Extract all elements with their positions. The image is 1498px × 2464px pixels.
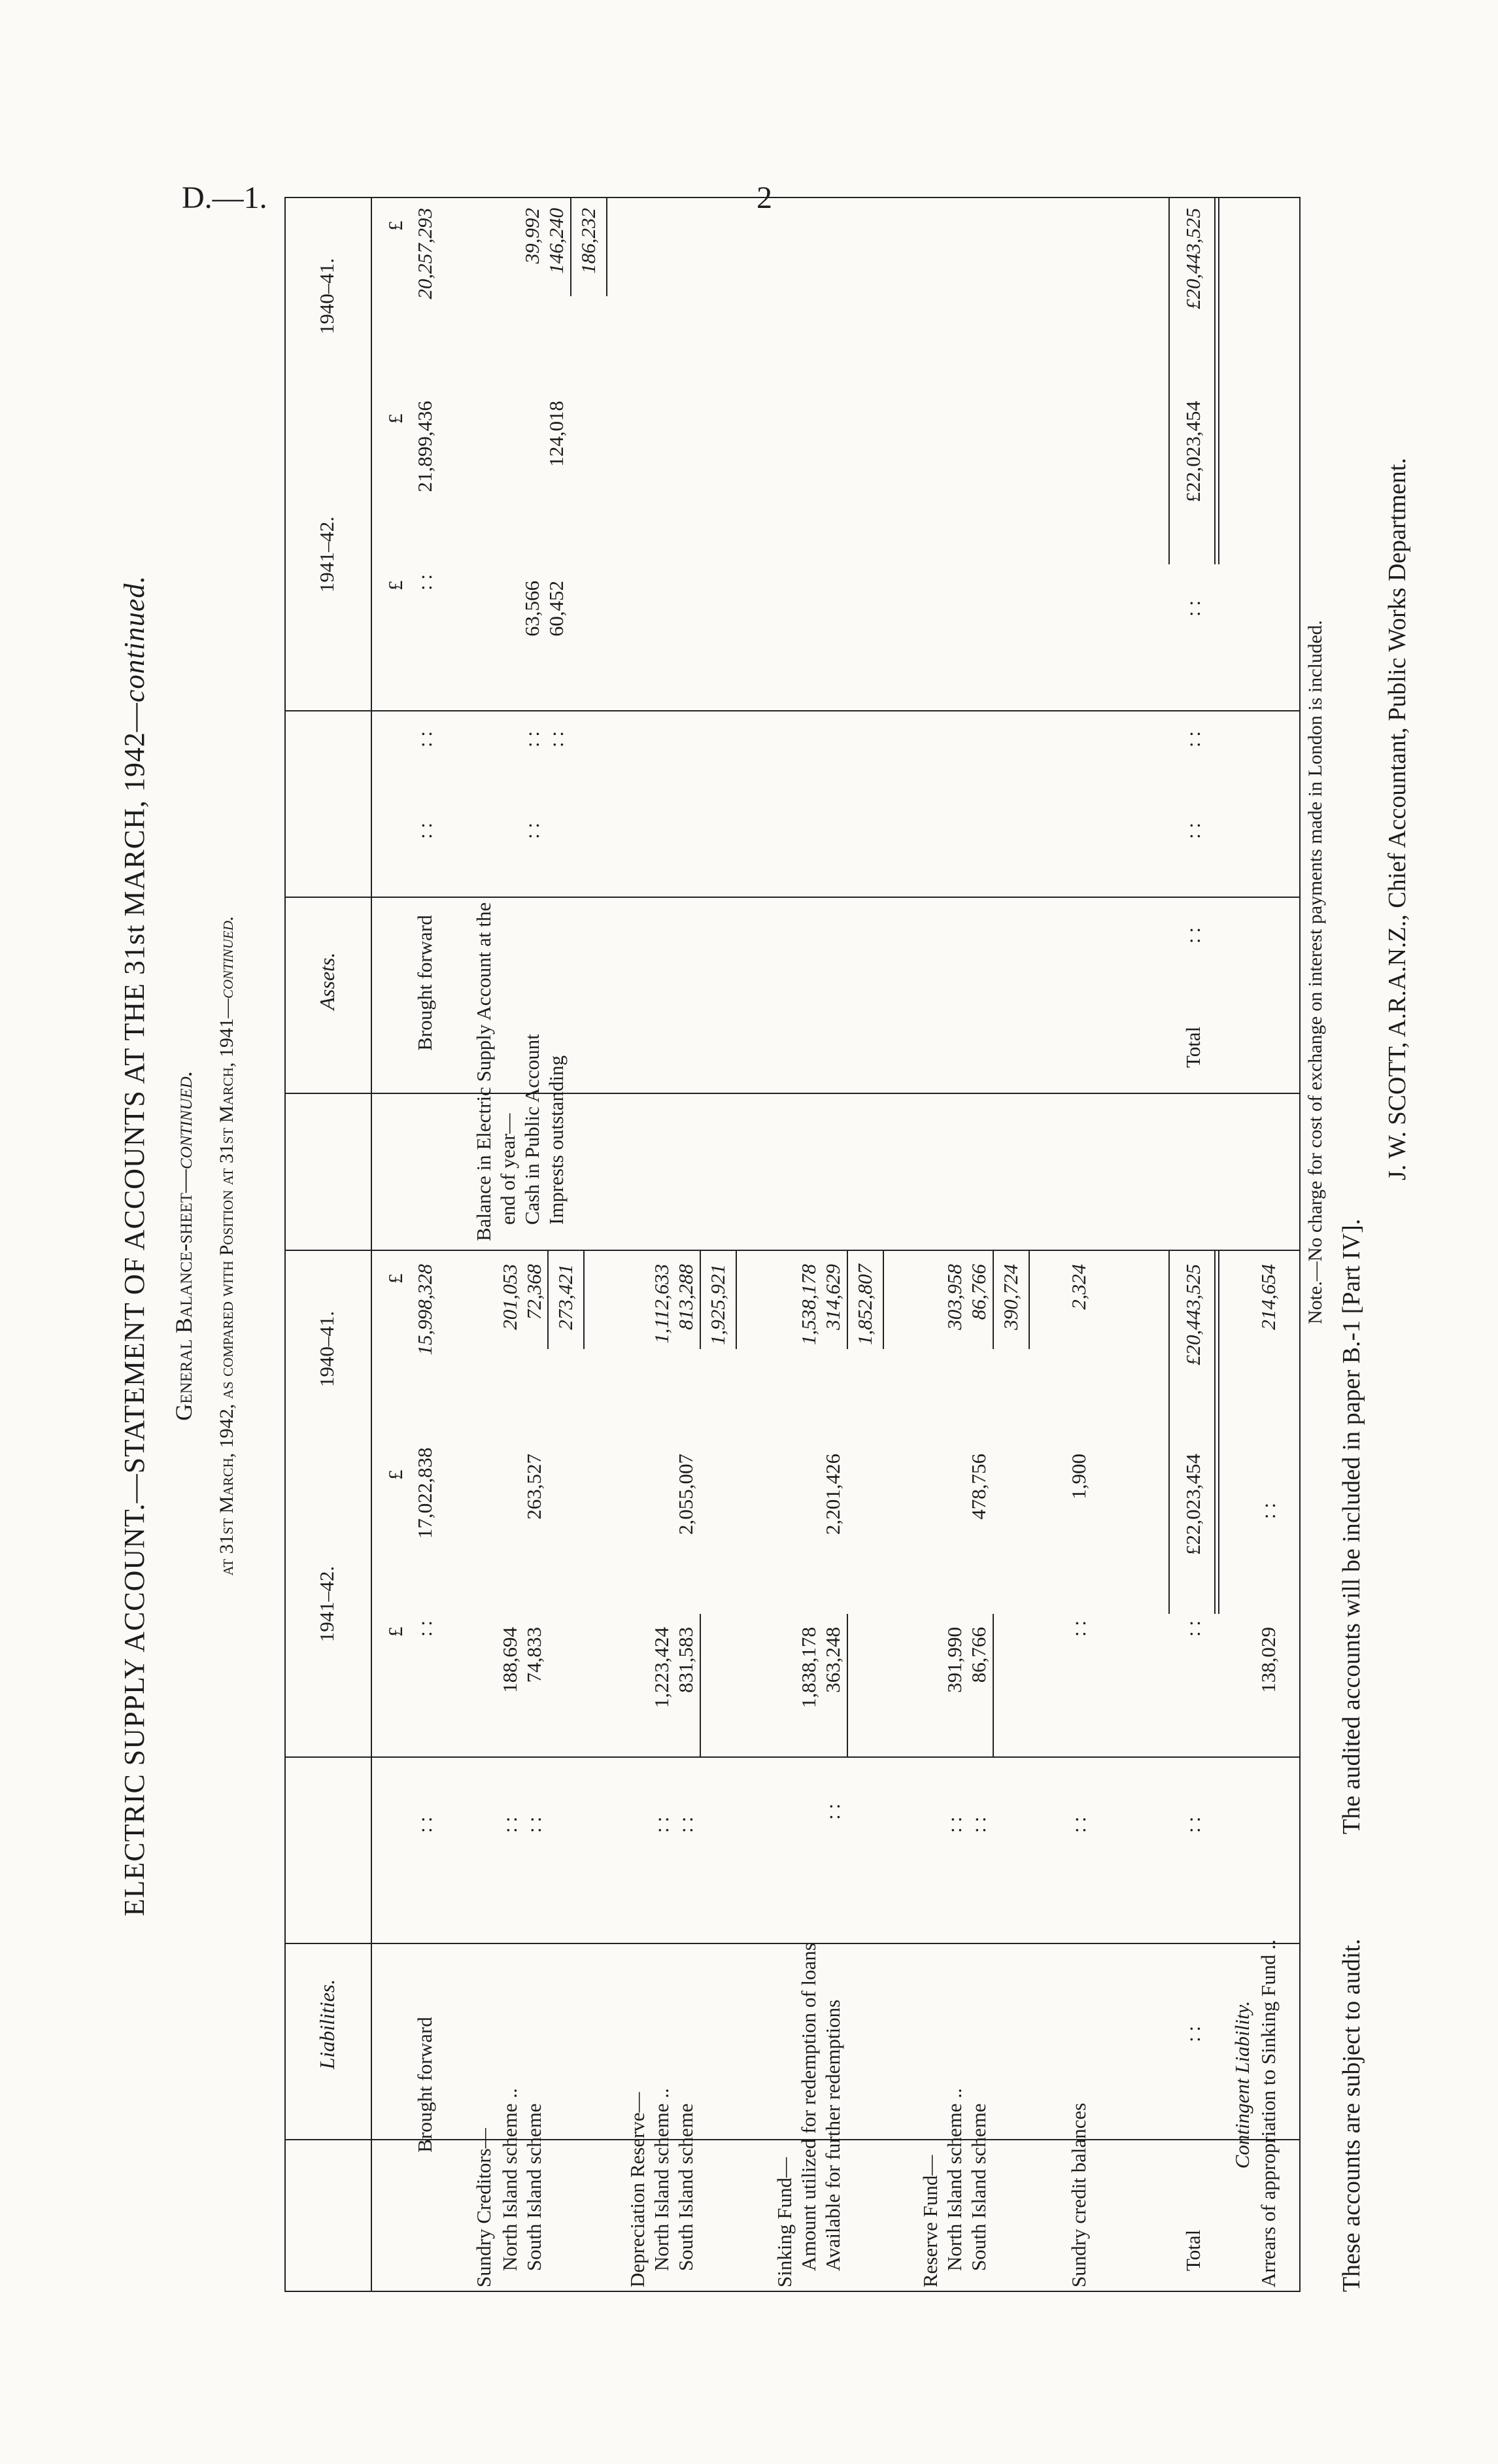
assets-cash-1941: 39,992 [520,208,543,264]
statement-title: ELECTRIC SUPPLY ACCOUNT.—STATEMENT OF ACCOUNTS AT THE 31st MARCH, 1942—continued. [118,575,150,1917]
audit-statement-2: The audited accounts will be included in paper B.-1 [Part IV]. [1338,1218,1365,1834]
leader-dots: : : [520,731,543,747]
leader-dots: : : [1182,600,1204,617]
assets-balance-line1: Balance in Electric Supply Account at the [472,902,495,1241]
liab-sundry-credit-balances: Sundry credit balances [1067,2102,1090,2287]
liab-depreciation-reserve: Depreciation Reserve— [626,2092,649,2287]
liab-scb-1941: 2,324 [1067,1264,1090,1310]
rotated-statement [118,114,1419,2292]
assets-total-1941: £20,443,525 [1182,208,1204,309]
leader-dots: : : [413,574,436,590]
leader-dots: : : [674,1817,697,1833]
pound-sign: £ [384,1469,407,1480]
liab-dr-total-1942: 2,055,007 [674,1454,697,1535]
liab-sinking-fund: Sinking Fund— [773,2157,796,2287]
assets-bf-1942: 21,899,436 [413,401,436,492]
leader-dots: : : [413,1817,436,1833]
exchange-note: Note.—No charge for cost of exchange on interest payments made in London is included. [1304,620,1326,1324]
assets-bal-total-1942: 124,018 [545,401,568,467]
assets-imprests-1941: 146,240 [545,208,568,274]
liab-sc-si-1941: 72,368 [522,1264,545,1320]
col-header-assets-1941: 1940–41. [315,258,338,335]
signature: J. W. SCOTT, A.R.A.N.Z., Chief Accountant, Public Works Department. [1384,458,1411,1180]
liab-sf-u-1942: 1,838,178 [797,1627,820,1708]
liab-rf-ni-1942: 391,990 [943,1627,966,1693]
liab-scb-1942: 1,900 [1067,1454,1090,1499]
assets-bal-total-1941: 186,232 [577,208,600,274]
liab-sundry-creditors: Sundry Creditors— [472,2128,495,2287]
leader-dots: : : [545,731,568,747]
leader-dots: : : [413,731,436,747]
liab-rf-ni-1941: 303,958 [943,1264,966,1330]
liab-arrears-1941: 214,654 [1257,1264,1280,1330]
liab-bf-1941: 15,998,328 [413,1264,436,1356]
leader-dots: : : [1067,1620,1090,1637]
col-header-assets: Assets. [315,952,339,1010]
col-header-1941: 1940–41. [315,1310,338,1388]
assets-brought-forward: Brought forward [413,915,436,1051]
liab-sc-ni-1942: 188,694 [498,1627,521,1693]
leader-dots: : : [413,1620,436,1637]
liab-sc-ni-1941: 201,053 [498,1264,521,1330]
audit-statement-1: These accounts are subject to audit. [1338,1938,1365,2292]
liab-dr-ni-1941: 1,112,633 [650,1264,673,1344]
balance-sheet-table [284,197,1301,2292]
assets-cash-1942: 63,566 [520,581,543,637]
liab-sc-total-1942: 263,527 [522,1454,545,1520]
assets-total-1942: £22,023,454 [1182,401,1204,502]
leader-dots: : : [1182,731,1204,747]
liab-contingent-heading: Contingent Liability. [1231,2000,1253,2169]
pound-sign: £ [384,220,407,231]
liab-dr-si-1942: 831,583 [674,1627,697,1693]
assets-imprests-1942: 60,452 [545,581,568,637]
col-header-assets-1942: 1941–42. [315,516,338,593]
leader-dots: : : [967,1817,990,1833]
leader-dots: : : [1182,2026,1204,2042]
assets-cash-label: Cash in Public Account [520,1034,543,1225]
leader-dots: : : [650,1817,673,1833]
liab-dr-south-island: South Island scheme [674,2103,697,2271]
liab-rf-total-1942: 478,756 [967,1454,990,1520]
leader-dots: : : [1182,823,1204,839]
liab-reserve-fund: Reserve Fund— [919,2155,942,2287]
liab-arrears-1942: 138,029 [1257,1627,1280,1693]
liab-brought-forward: Brought forward [413,2017,436,2153]
liab-rf-si-1942: 86,766 [967,1627,990,1683]
liab-sc-north-island: North Island scheme .. [498,2088,521,2271]
leader-dots: : : [1182,1817,1204,1833]
liab-rf-north-island: North Island scheme .. [943,2088,966,2271]
liab-sc-si-1942: 74,833 [522,1627,545,1683]
liab-sf-utilized: Amount utilized for redemption of loans [797,1943,820,2271]
col-header-liabilities: Liabilities. [315,1979,339,2070]
assets-balance-line2: end of year— [496,1113,519,1225]
pound-sign: £ [384,1273,407,1284]
liab-total-1942: £22,023,454 [1182,1454,1204,1555]
balance-sheet-subtitle: General Balance-sheet—continued. [171,1070,197,1421]
liab-arrears-label: Arrears of appropriation to Sinking Fund .. [1257,1939,1280,2287]
liab-dr-north-island: North Island scheme .. [650,2088,673,2271]
comparison-subtitle: at 31st March, 1942, as compared with Position at 31st March, 1941—continued. [216,915,237,1576]
leader-dots: : : [498,1817,521,1833]
page-ref: D.—1. [182,180,267,215]
liab-dr-ni-1942: 1,223,424 [650,1627,673,1708]
pound-sign: £ [384,1626,407,1637]
leader-dots: : : [1182,1620,1204,1637]
liab-bf-1942: 17,022,838 [413,1447,436,1539]
liab-sf-total-1941: 1,852,807 [853,1264,876,1345]
liab-sf-a-1942: 363,248 [821,1627,844,1693]
leader-dots: : : [1182,927,1204,944]
liab-sf-a-1941: 314,629 [821,1264,844,1330]
liab-sf-available: Available for further redemptions [821,1999,844,2271]
leader-dots: : : [413,823,436,839]
leader-dots: : : [520,823,543,839]
liab-dr-si-1941: 813,288 [674,1264,697,1330]
liab-sf-u-1941: 1,538,178 [797,1264,820,1345]
col-header-1942: 1941–42. [315,1566,338,1643]
pound-sign: £ [384,413,407,424]
liab-rf-total-1941: 390,724 [999,1264,1022,1330]
liab-sc-total-1941: 273,421 [554,1264,577,1330]
liab-total-1941: £20,443,525 [1182,1264,1204,1365]
page-number: 2 [757,180,772,215]
leader-dots: : : [943,1817,966,1833]
pound-sign: £ [384,580,407,590]
leader-dots: : : [522,1817,545,1833]
liab-sf-total-1942: 2,201,426 [821,1454,844,1535]
liab-dr-total-1941: 1,925,921 [706,1264,729,1345]
assets-imprests-label: Imprests outstanding [545,1055,568,1225]
leader-dots: : : [1067,1817,1090,1833]
leader-dots: : : [1257,1503,1280,1519]
leader-dots: : : [821,1804,844,1820]
liab-rf-south-island: South Island scheme [967,2103,990,2271]
liab-total-label: Total [1182,2229,1204,2271]
liab-sc-south-island: South Island scheme [522,2103,545,2271]
liab-rf-si-1941: 86,766 [967,1264,990,1320]
assets-bf-1941: 20,257,293 [413,208,436,299]
assets-total-label: Total [1182,1026,1204,1068]
